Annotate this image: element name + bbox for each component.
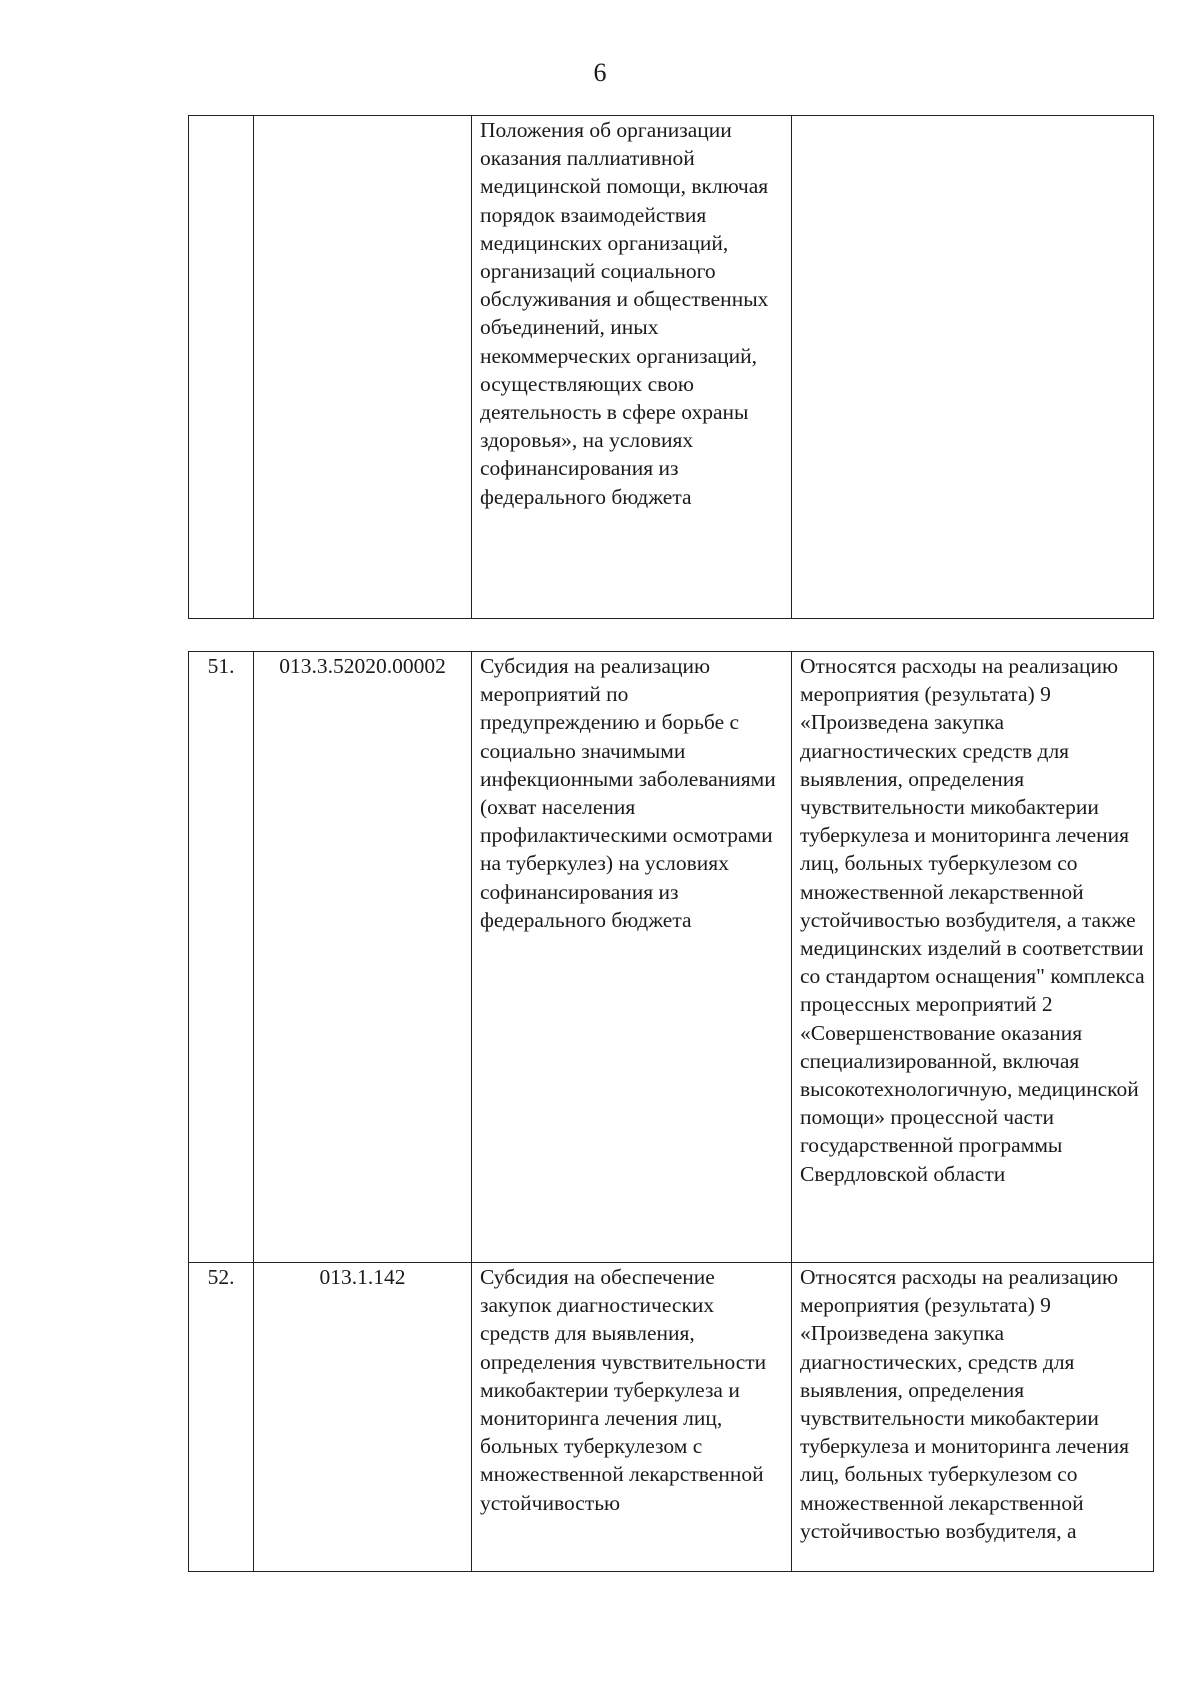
page-number: 6	[593, 58, 607, 87]
row-number-cell: 52.	[189, 1263, 254, 1572]
table-row-continued	[189, 116, 1154, 619]
budget-code-cell: 013.3.52020.00002	[254, 652, 472, 1263]
note-cell: Относятся расходы на реализацию мероприятия (результата) 9 «Произведена закупка диагностических средств для выявления, определения чувствительности микобактерии туберкулеза и мониторинга лечения лиц, больных туберкулезом со множественной лекарственной устойчивостью возбудителя, а также медицинских изделий в соответствии со стандартом оснащения" комплекса процессных мероприятий 2 «Совершенствование оказания специализированной, включая высокотехнологичную, медицинской помощи» процессной части государственной программы Свердловской области	[792, 652, 1154, 1263]
budget-code-cell	[254, 116, 472, 619]
note-cell: Относятся расходы на реализацию мероприятия (результата) 9 «Произведена закупка диагностических, средств для выявления, определения чувствительности микобактерии туберкулеза и мониторинга лечения лиц, больных туберкулезом со множественной лекарственной устойчивостью возбудителя, а	[792, 1263, 1154, 1572]
subsidy-name-cell: Субсидия на реализацию мероприятий по предупреждению и борьбе с социально значимыми инфекционными заболеваниями (охват населения профилактическими осмотрами на туберкулез) на условиях софинансирования из федерального бюджета	[472, 652, 792, 1263]
row-number-cell	[189, 116, 254, 619]
row-number-cell: 51.	[189, 652, 254, 1263]
note-cell	[792, 116, 1154, 619]
subsidy-name-cell: Субсидия на обеспечение закупок диагностических средств для выявления, определения чувствительности микобактерии туберкулеза и мониторинга лечения лиц, больных туберкулезом с множественной лекарственной устойчивостью	[472, 1263, 792, 1572]
table-row	[189, 652, 1154, 1263]
table-row	[189, 1263, 1154, 1572]
continued-table	[188, 115, 1154, 619]
budget-code-cell: 013.1.142	[254, 1263, 472, 1572]
subsidy-name-cell: Положения об организации оказания паллиативной медицинской помощи, включая порядок взаимодействия медицинских организаций, организаций социального обслуживания и общественных объединений, иных некоммерческих организаций, осуществляющих свою деятельность в сфере охраны здоровья», на условиях софинансирования из федерального бюджета	[472, 116, 792, 619]
subsidies-table	[188, 651, 1154, 1572]
